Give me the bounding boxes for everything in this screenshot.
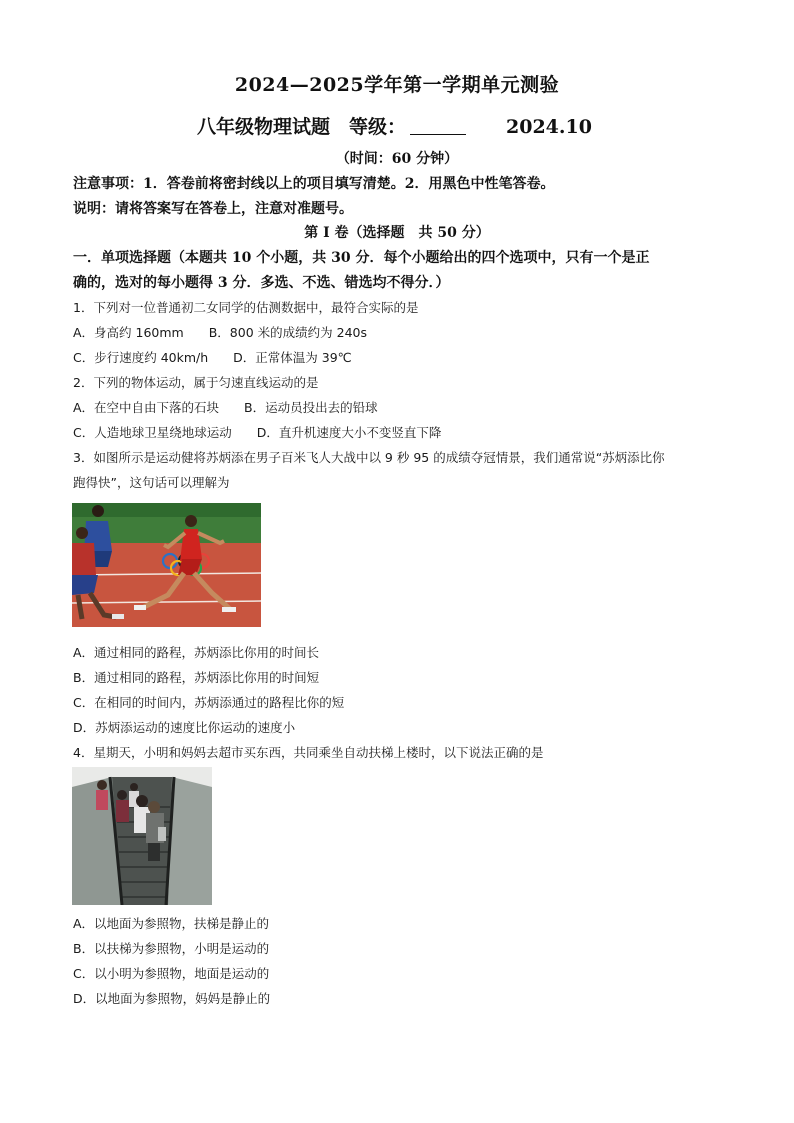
- explain-note: 说明：请将答案写在答卷上，注意对准题号。: [73, 201, 353, 217]
- q4-option-b: B．以扶梯为参照物，小明是运动的: [73, 941, 270, 956]
- q2-options-row2: C．人造地球卫星绕地球运动 D．直升机速度大小不变竖直下降: [73, 425, 442, 440]
- q3-option-d: D．苏炳添运动的速度比你运动的速度小: [73, 720, 296, 735]
- q4-option-d: D．以地面为参照物，妈妈是静止的: [73, 991, 271, 1006]
- time-limit: （时间：60 分钟）: [335, 151, 459, 167]
- q3-stem-line1: 3．如图所示是运动健将苏炳添在男子百米飞人大战中以 9 秒 95 的成绩夺冠情景，我们通常说“苏炳添比你: [73, 450, 665, 465]
- q2-options-row1: A．在空中自由下落的石块 B．运动员投出去的铅球: [73, 400, 378, 415]
- q4-option-c: C．以小明为参照物，地面是运动的: [73, 966, 270, 981]
- q4-option-a: A．以地面为参照物，扶梯是静止的: [73, 916, 270, 931]
- q1-stem: 1．下列对一位普通初二女同学的估测数据中，最符合实际的是: [73, 300, 419, 315]
- exam-title: 2024—2025学年第一学期单元测验: [234, 74, 560, 96]
- exam-subtitle: [197, 112, 592, 139]
- subject-grade-label: 八年级物理试题 等级：: [197, 116, 407, 138]
- section-intro-line1: 一．单项选择题（本题共 10 个小题，共 30 分．每个小题给出的四个选项中，只有一个是正: [73, 250, 650, 266]
- q4-stem: 4．星期天，小明和妈妈去超市买东西，共同乘坐自动扶梯上楼时，以下说法正确的是: [73, 745, 544, 760]
- escalator-photo: [72, 767, 212, 905]
- sprinter-photo: [72, 503, 261, 627]
- section-intro-line2: 确的，选对的每小题得 3 分．多选、不选、错选均不得分．）: [73, 275, 450, 291]
- q3-option-a: A．通过相同的路程，苏炳添比你用的时间长: [73, 645, 320, 660]
- attention-note: 注意事项：1．答卷前将密封线以上的项目填写清楚。2．用黑色中性笔答卷。: [73, 176, 555, 192]
- q3-option-b: B．通过相同的路程，苏炳添比你用的时间短: [73, 670, 320, 685]
- q1-options-row2: C．步行速度约 40km/h D．正常体温为 39℃: [73, 350, 352, 365]
- q3-option-c: C．在相同的时间内，苏炳添通过的路程比你的短: [73, 695, 345, 710]
- q1-options-row1: A．身高约 160mm B．800 米的成绩约为 240s: [73, 325, 367, 340]
- grade-blank: [410, 116, 466, 135]
- q2-stem: 2．下列的物体运动，属于匀速直线运动的是: [73, 375, 319, 390]
- q3-stem-line2: 跑得快”，这句话可以理解为: [73, 475, 230, 490]
- exam-date: 2024.10: [506, 116, 592, 138]
- section-title: 第 I 卷（选择题 共 50 分）: [304, 225, 490, 241]
